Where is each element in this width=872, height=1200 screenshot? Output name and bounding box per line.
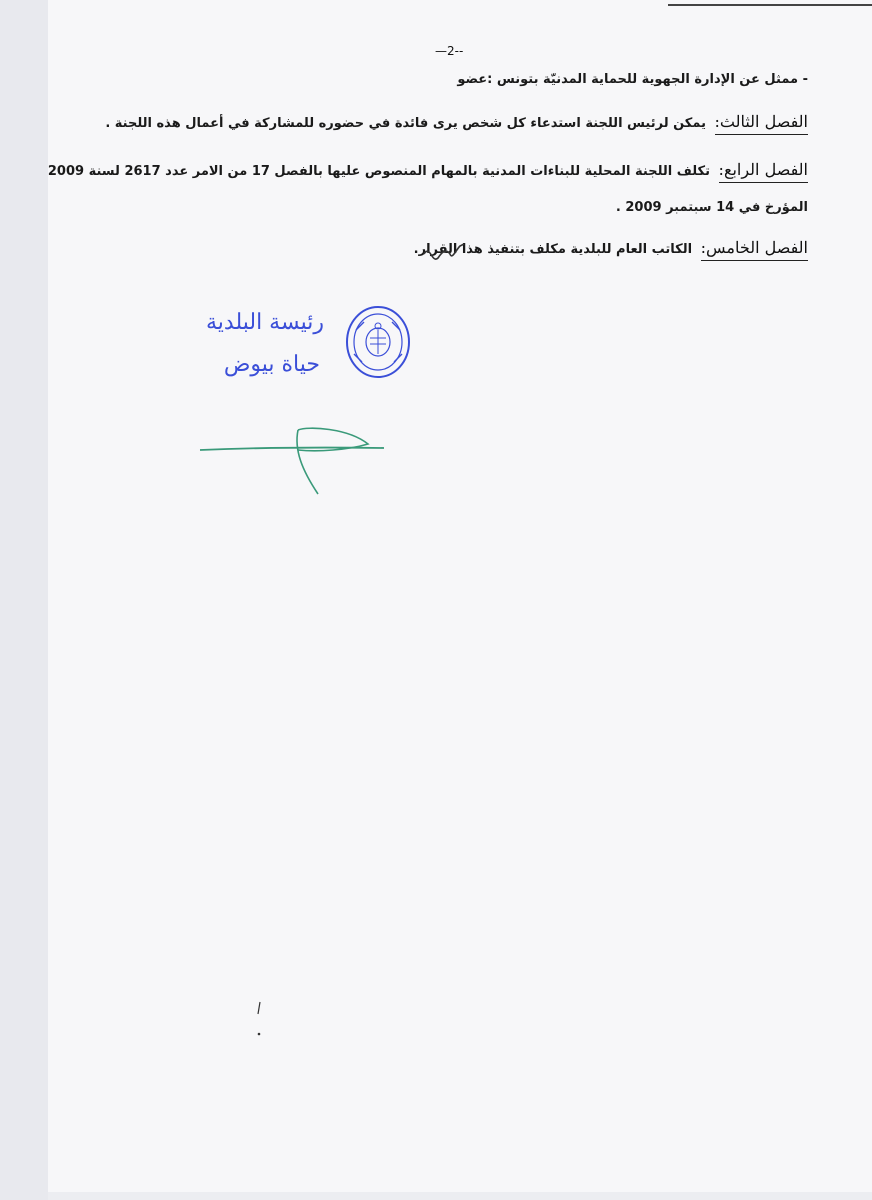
member-line: [457, 72, 808, 87]
initials-mark: [420, 240, 470, 270]
article-4-heading: الفصل الرابع:: [719, 160, 808, 183]
article-4: [48, 160, 808, 183]
page-top-edge: [668, 4, 872, 6]
municipal-seal-icon: [344, 304, 412, 380]
page-number: —2--: [435, 44, 464, 58]
handwritten-signature: [198, 420, 388, 500]
scan-artifact: [256, 1000, 262, 1040]
official-stamp: [198, 296, 408, 396]
member-text: - ممثل عن الإدارة الجهوية للحماية المدنيّة بتونس :عضو: [457, 72, 808, 87]
article-3-heading: الفصل الثالث:: [715, 112, 809, 135]
article-3: [105, 112, 808, 135]
article-5-heading: الفصل الخامس:: [701, 238, 808, 261]
stamp-name: حياة بيوض: [223, 352, 320, 377]
document-page: [48, 0, 872, 1192]
article-5-text: الكاتب العام للبلدية مكلف بتنفيذ هذا القرار.: [413, 242, 693, 257]
article-4-text: تكلف اللجنة المحلية للبناءات المدنية بالمهام المنصوص عليها بالفصل 17 من الامر عدد 2617 لسنة 2009: [48, 164, 711, 179]
article-3-text: يمكن لرئيس اللجنة استدعاء كل شخص يرى فائدة في حضوره للمشاركة في أعمال هذه اللجنة .: [105, 116, 706, 131]
article-4-continued: [616, 200, 808, 215]
article-4-text-cont: المؤرخ في 14 سبتمبر 2009 .: [615, 200, 808, 215]
stamp-title: رئيسة البلدية: [205, 310, 324, 335]
article-5: [414, 238, 808, 261]
scan-margin: [0, 0, 48, 1200]
